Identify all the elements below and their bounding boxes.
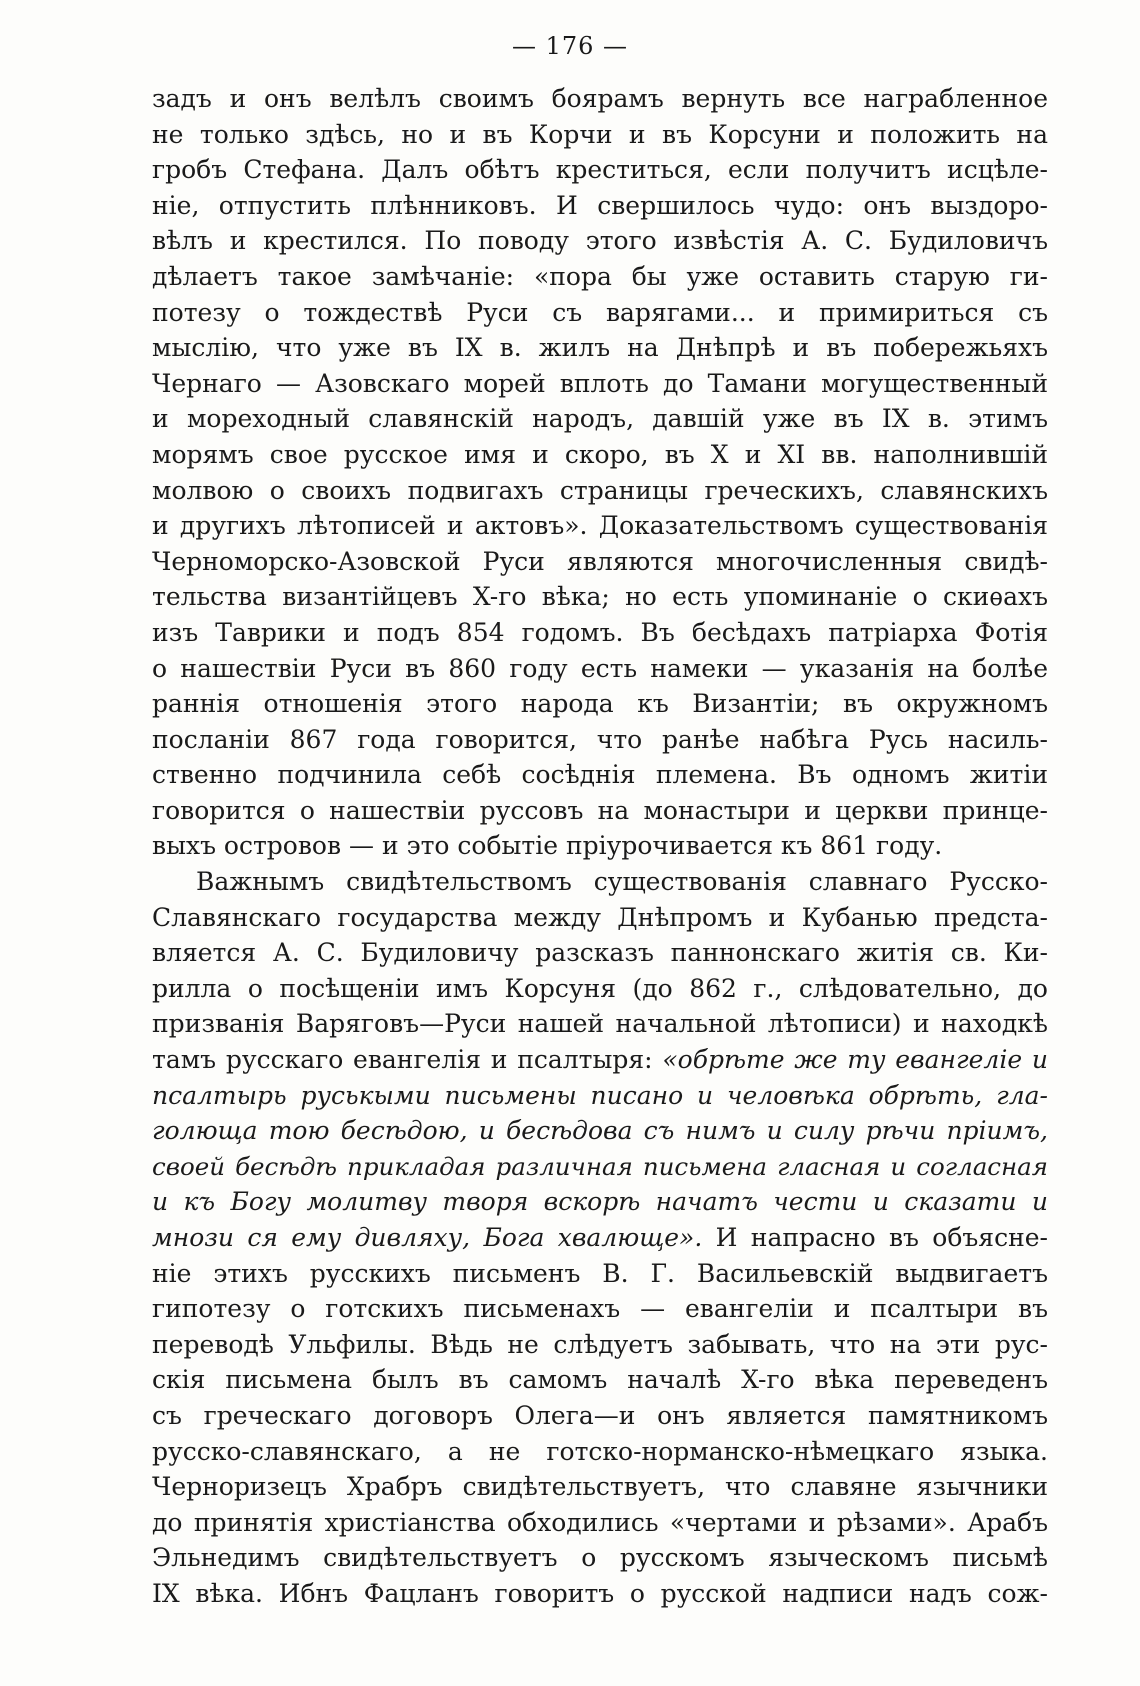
page-number: — 176 — xyxy=(511,32,629,60)
text-line: переводѣ Ульфилы. Вѣдь не слѣдуетъ забывать, что на эти рус- xyxy=(152,1329,1048,1359)
quote-line: своей бесѣдѣ прикладая различная письмена гласная и согласная xyxy=(152,1151,1048,1181)
text-line: посланіи 867 года говорится, что ранѣе набѣга Русь насиль- xyxy=(152,724,1048,754)
text-line: ніе этихъ русскихъ письменъ В. Г. Васильевскій выдвигаетъ xyxy=(152,1258,1048,1288)
text-line: Черноризецъ Храбръ свидѣтельствуетъ, что славяне язычники xyxy=(152,1472,1048,1502)
text-line: вѣлъ и крестился. По поводу этого извѣстія А. С. Будиловичъ xyxy=(152,226,1048,256)
text-segment: тамъ русскаго евангелія и псалтыря: xyxy=(152,1045,663,1075)
text-line: говорится о нашествіи руссовъ на монастыри и церкви принце- xyxy=(152,795,1048,825)
quote-line: голюща тою бесѣдою, и бесѣдова съ нимъ и силу рѣчи пріимъ, xyxy=(152,1116,1048,1146)
quote-segment: мнози ся ему дивляху, Бога хвалюще». xyxy=(152,1223,703,1252)
text-line: потезу о тождествѣ Руси съ варягами... и примириться съ xyxy=(152,297,1048,327)
text-line: молвою о своихъ подвигахъ страницы греческихъ, славянскихъ xyxy=(152,475,1048,505)
paragraph-2 xyxy=(152,864,1048,1611)
text-line: выхъ островов — и это событіе пріурочивается къ 861 году. xyxy=(152,831,943,861)
text-line: Эльнедимъ свидѣтельствуетъ о русскомъ языческомъ письмѣ xyxy=(152,1543,1048,1573)
text-line: не только здѣсь, но и въ Корчи и въ Корсуни и положить на xyxy=(152,119,1048,149)
text-line: и мореходный славянскій народъ, давшій уже въ IX в. этимъ xyxy=(152,404,1048,434)
text-line: гипотезу о готскихъ письменахъ — евангеліи и псалтыри въ xyxy=(152,1294,1048,1324)
text-line: призванія Варяговъ—Руси нашей начальной лѣтописи) и находкѣ xyxy=(152,1009,1048,1039)
text-line: ніе, отпустить плѣнниковъ. И свершилось чудо: онъ выздоро- xyxy=(152,190,1048,220)
quote-line: и къ Богу молитву творя вскорѣ начатъ чести и сказати и xyxy=(152,1187,1048,1217)
text-line xyxy=(152,1042,1048,1078)
quote-segment: «обрѣте же ту евангеліе и xyxy=(662,1045,1048,1075)
body-text xyxy=(152,81,1048,1612)
text-line: вляется А. С. Будиловичу разсказъ паннонскаго житія св. Ки- xyxy=(152,938,1048,968)
text-line: изъ Таврики и подъ 854 годомъ. Въ бесѣдахъ патріарха Фотія xyxy=(152,617,1048,647)
text-segment: И напрасно въ объясне- xyxy=(702,1223,1048,1252)
text-line: рилла о посѣщеніи имъ Корсуня (до 862 г., слѣдовательно, до xyxy=(152,973,1048,1003)
text-line: IX вѣка. Ибнъ Фацланъ говоритъ о русской надписи надъ сож- xyxy=(152,1578,1048,1608)
text-line: морямъ свое русское имя и скоро, въ X и XI вв. наполнившій xyxy=(152,439,1048,469)
text-line: дѣлаетъ такое замѣчаніе: «пора бы уже оставить старую ги- xyxy=(152,261,1048,291)
text-line: задъ и онъ велѣлъ своимъ боярамъ вернуть все награбленное xyxy=(152,84,1048,113)
paragraph-1 xyxy=(152,81,1048,864)
text-line: съ греческаго договоръ Олега—и онъ является памятникомъ xyxy=(152,1400,1048,1430)
text-line: Важнымъ свидѣтельствомъ существованія славнаго Русско- xyxy=(196,867,1048,897)
text-line: русско-славянскаго, а не готско-норманско-нѣмецкаго языка. xyxy=(152,1436,1048,1466)
text-line: о нашествіи Руси въ 860 году есть намеки — указанія на болѣе xyxy=(152,653,1048,683)
text-line: скія письмена былъ въ самомъ началѣ X-го вѣка переведенъ xyxy=(152,1365,1048,1395)
text-line: Чернаго — Азовскаго морей вплоть до Тамани могущественный xyxy=(152,368,1048,398)
text-line: мыслію, что уже въ IX в. жилъ на Днѣпрѣ и въ побережьяхъ xyxy=(152,333,1048,363)
text-line: Славянскаго государства между Днѣпромъ и Кубанью предста- xyxy=(152,902,1048,932)
text-line: и другихъ лѣтописей и актовъ». Доказательствомъ существованія xyxy=(152,511,1048,541)
text-line: тельства византійцевъ X-го вѣка; но есть упоминаніе о скиѳахъ xyxy=(152,582,1048,612)
text-line: гробъ Стефана. Далъ обѣтъ креститься, если получитъ исцѣле- xyxy=(152,155,1048,185)
text-line: Черноморско-Азовской Руси являются многочисленныя свидѣ- xyxy=(152,546,1048,576)
text-line xyxy=(152,1220,1048,1256)
text-line: раннія отношенія этого народа къ Византіи; въ окружномъ xyxy=(152,689,1048,719)
text-line: ственно подчинила себѣ сосѣднія племена. Въ одномъ житіи xyxy=(152,760,1048,790)
quote-line: псалтырь руськыми письмены писано и человѣка обрѣть, гла- xyxy=(152,1080,1048,1110)
text-line: до принятія христіанства обходились «чертами и рѣзами». Арабъ xyxy=(152,1507,1048,1537)
